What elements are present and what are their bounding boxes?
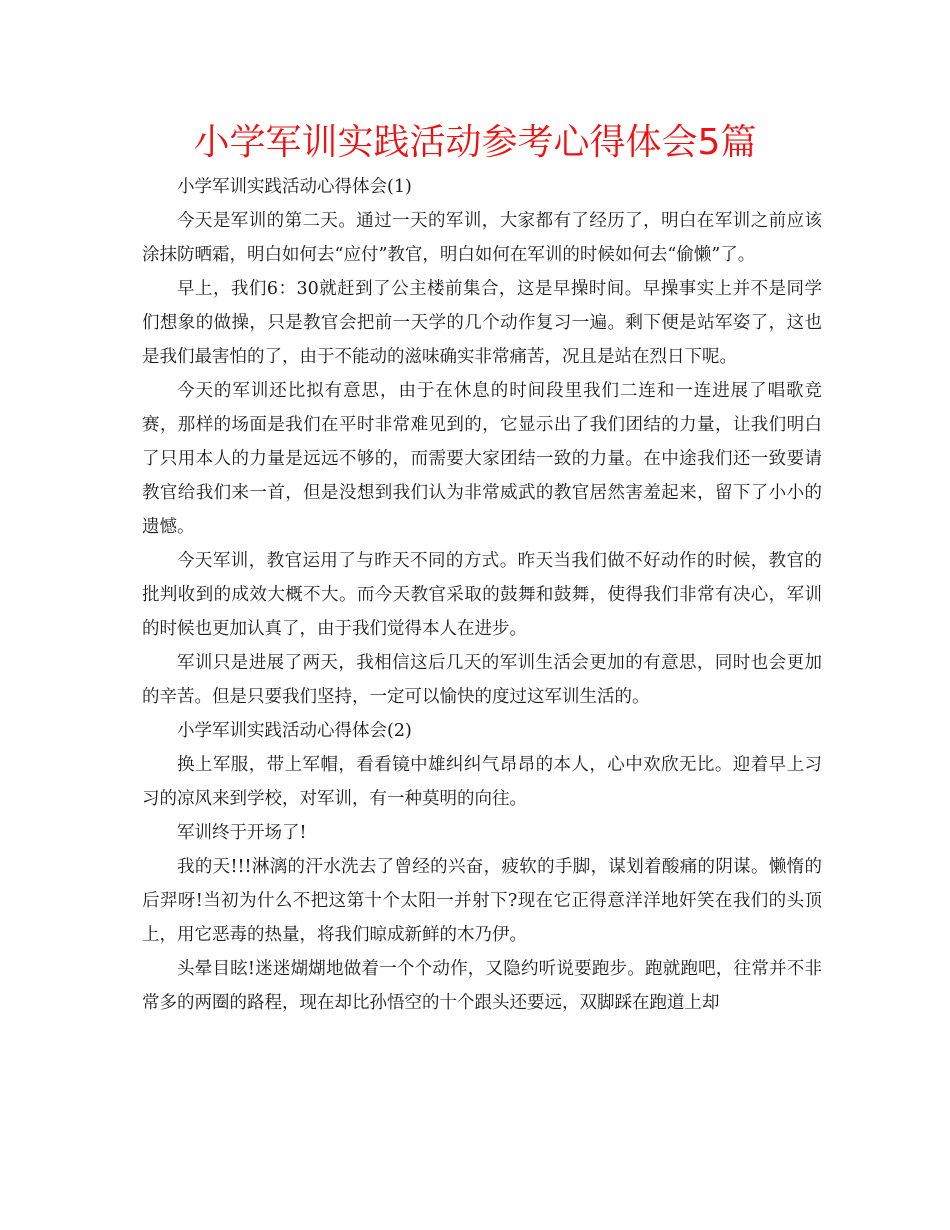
paragraph: 军训只是进展了两天，我相信这后几天的军训生活会更加的有意思，同时也会更加的辛苦。但是只要我们坚持，一定可以愉快的度过这军训生活的。 bbox=[142, 653, 822, 707]
paragraph: 今天军训，教官运用了与昨天不同的方式。昨天当我们做不好动作的时候，教官的批判收到的成效大概不大。而今天教官采取的鼓舞和鼓舞，使得我们非常有决心，军训的时候也更加认真了，由于我们觉得本人在进步。 bbox=[142, 551, 822, 639]
document-title: 小学军训实践活动参考心得体会5篇 bbox=[193, 122, 757, 163]
paragraph: 早上，我们6：30就赶到了公主楼前集合，这是早操时间。早操事实上并不是同学们想象的做操，只是教官会把前一天学的几个动作复习一遍。剩下便是站军姿了，这也是我们最害怕的了，由于不能动的滋味确实非常痛苦，况且是站在烈日下呢。 bbox=[142, 279, 822, 367]
paragraph: 头晕目眩!迷迷煳煳地做着一个个动作，又隐约听说要跑步。跑就跑吧，往常并不非常多的两圈的路程，现在却比孙悟空的十个跟头还要远，双脚踩在跑道上却 bbox=[142, 959, 822, 1013]
paragraph: 今天的军训还比拟有意思，由于在休息的时间段里我们二连和一连进展了唱歌竞赛，那样的场面是我们在平时非常难见到的，它显示出了我们团结的力量，让我们明白了只用本人的力量是远远不够的，而需要大家团结一致的力量。在中途我们还一致要请教官给我们来一首，但是没想到我们认为非常威武的教官居然害羞起来，留下了小小的遗憾。 bbox=[142, 381, 822, 537]
document-body bbox=[142, 170, 822, 1020]
paragraph: 今天是军训的第二天。通过一天的军训，大家都有了经历了，明白在军训之前应该涂抹防晒霜，明白如何去“应付”教官，明白如何在军训的时候如何去“偷懒”了。 bbox=[142, 211, 822, 265]
paragraph: 换上军服，带上军帽，看看镜中雄纠纠气昂昂的本人，心中欢欣无比。迎着早上习习的凉风来到学校，对军训，有一种莫明的向往。 bbox=[142, 755, 822, 809]
paragraph: 军训终于开场了! bbox=[177, 823, 307, 843]
section-heading-2: 小学军训实践活动心得体会(2) bbox=[177, 721, 412, 741]
paragraph: 我的天!!!淋漓的汗水洗去了曾经的兴奋，疲软的手脚，谋划着酸痛的阴谋。懒惰的后羿呀!当初为什么不把这第十个太阳一并射下?现在它正得意洋洋地奸笑在我们的头顶上，用它恶毒的热量，将我们晾成新鲜的木乃伊。 bbox=[142, 857, 822, 945]
section-heading-1: 小学军训实践活动心得体会(1) bbox=[177, 177, 412, 197]
